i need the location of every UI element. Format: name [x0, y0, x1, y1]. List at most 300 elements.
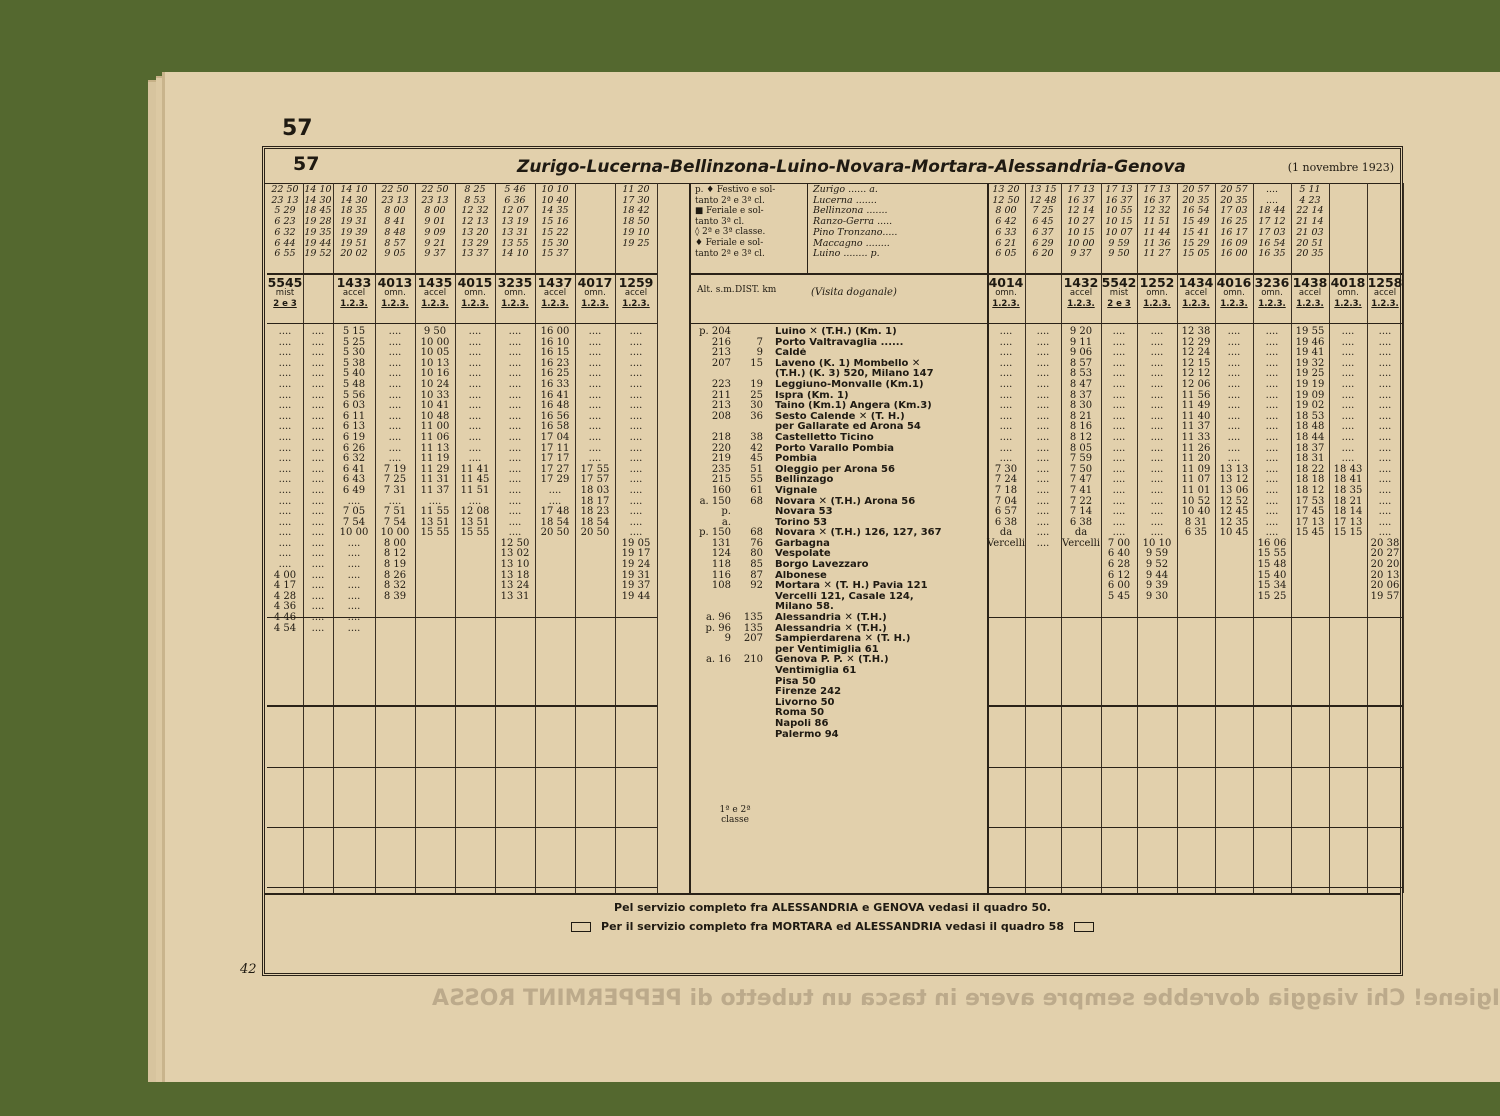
train-cls: 1.2.3.	[1182, 299, 1210, 309]
train-cls: 1.2.3.	[541, 299, 569, 309]
train-num: 4018	[1330, 275, 1366, 290]
train-cls: 1.2.3.	[501, 299, 529, 309]
left-train-column	[615, 183, 658, 893]
train-kind: omn.	[1261, 288, 1283, 298]
dist-header: DIST. km	[735, 285, 777, 295]
station-km: 68	[750, 527, 763, 539]
station-row	[691, 412, 987, 423]
station-row	[691, 391, 987, 402]
station-km: 30	[750, 400, 763, 412]
station-name: Pombia	[775, 454, 817, 465]
station-row	[691, 645, 987, 656]
connection-times: 20 57 20 35 17 03 16 25 16 17 16 09 16 00	[1220, 184, 1248, 260]
station-name: Alessandria ✕ (T.H.)	[775, 613, 887, 624]
visit-header: (Visita doganale)	[811, 287, 897, 298]
station-row	[691, 624, 987, 635]
station-name: Alessandria ✕ (T.H.)	[775, 623, 887, 634]
station-row	[691, 422, 987, 433]
station-row	[691, 677, 987, 688]
station-km: 25	[750, 389, 763, 401]
station-km: 61	[750, 484, 763, 496]
train-cls: 1.2.3.	[622, 299, 650, 309]
connection-times: .... .... 18 44 17 12 17 03 16 54 16 35	[1258, 184, 1286, 260]
station-row	[691, 486, 987, 497]
train-header	[375, 277, 415, 323]
station-name: Oleggio per Arona 56	[775, 464, 895, 475]
train-times: .... .... .... .... .... .... .... .... .... .... .... .... .... .... .... .... .... .... .... .... 16 06 15 55 15 48 15 40 15 34 15 25	[1257, 326, 1287, 602]
connection-times: 5 11 4 23 22 14 21 14 21 03 20 51 20 35	[1296, 184, 1324, 260]
station-alt: p.	[721, 506, 731, 518]
station-alt: p. 204	[699, 326, 731, 337]
train-header	[415, 277, 455, 323]
station-name: Ispra (Km. 1)	[775, 390, 849, 401]
station-name: Porto Valtravaglia ......	[775, 337, 904, 348]
train-header	[455, 277, 495, 323]
train-kind: omn.	[1223, 288, 1245, 298]
train-times: .... .... .... .... .... .... .... .... .... .... .... .... .... 7 19 7 25 7 31 .... 7 51 7 54 10 00 8 00 8 12 8 19 8 26 8 32 8 39	[380, 326, 410, 602]
train-header	[267, 277, 303, 323]
train-header	[615, 277, 657, 323]
train-header	[1253, 277, 1291, 323]
train-num: 1438	[1292, 275, 1328, 290]
train-kind: omn.	[1146, 288, 1168, 298]
station-row	[691, 369, 987, 380]
train-cls: 1.2.3.	[340, 299, 368, 309]
right-train-column	[1291, 183, 1330, 893]
connection-times: 5 46 6 36 12 07 13 19 13 31 13 55 14 10	[501, 184, 529, 260]
station-alt: a. 16	[705, 654, 731, 666]
train-num: 4015	[457, 275, 493, 290]
station-km: 85	[750, 559, 763, 571]
train-num: 4017	[577, 275, 613, 290]
legend-line: p. ♦ Festivo e sol-	[695, 185, 776, 195]
connection-times	[575, 185, 615, 271]
right-train-column	[1137, 183, 1178, 893]
station-name: Pisa 50	[775, 676, 816, 687]
top-station: Maccagno ........	[813, 237, 890, 249]
train-header	[303, 277, 333, 323]
train-cls: 1.2.3.	[421, 299, 449, 309]
train-header	[1177, 277, 1215, 323]
station-name: Milano 58.	[775, 602, 834, 613]
station-name: Vespolate	[775, 549, 831, 560]
train-num: 1259	[618, 275, 654, 290]
connection-times: 20 57 20 35 16 54 15 49 15 41 15 29 15 05	[1182, 184, 1210, 260]
station-row	[691, 338, 987, 349]
station-header	[691, 277, 987, 323]
train-kind: accel	[1184, 288, 1208, 298]
station-row	[691, 401, 987, 412]
station-row	[691, 539, 987, 550]
station-km: 135	[743, 622, 763, 634]
station-km: 76	[750, 537, 763, 549]
station-alt: 215	[711, 474, 731, 486]
station-name: per Gallarate ed Arona 54	[775, 422, 921, 433]
train-cls: 1.2.3.	[1220, 299, 1248, 309]
train-num: 5545	[267, 275, 303, 290]
station-row	[691, 602, 987, 613]
left-train-column	[455, 183, 496, 893]
train-kind: omn.	[584, 288, 606, 298]
connection-times: 17 13 16 37 10 55 10 15 10 07 9 59 9 50	[1105, 184, 1133, 260]
train-num: 4016	[1216, 275, 1252, 290]
station-km: 9	[756, 347, 763, 359]
train-kind: omn.	[384, 288, 406, 298]
station-row	[691, 359, 987, 370]
station-alt: a. 96	[705, 612, 731, 624]
station-row	[691, 666, 987, 677]
station-name: Bellinzago	[775, 475, 834, 486]
right-train-column	[1253, 183, 1292, 893]
station-alt: 213	[711, 347, 731, 359]
station-name: Ventimiglia 61	[775, 666, 857, 676]
station-name: Leggiuno-Monvalle (Km.1)	[775, 379, 924, 390]
station-name: Firenze 242	[775, 687, 842, 698]
train-cls: 2 e 3	[1107, 299, 1131, 309]
station-row	[691, 655, 987, 666]
station-row	[691, 592, 987, 603]
train-num: 3235	[497, 275, 533, 290]
station-alt: 124	[711, 548, 731, 560]
connection-times: 11 20 17 30 18 42 18 50 19 10 19 25	[622, 184, 650, 249]
top-stations	[813, 185, 981, 260]
station-row	[691, 698, 987, 709]
footer-notes	[265, 893, 1400, 971]
train-kind: mist	[1109, 288, 1129, 298]
top-station: Pino Tronzano.....	[813, 226, 898, 238]
station-row	[691, 549, 987, 560]
train-kind: accel	[342, 288, 366, 298]
right-train-column	[1101, 183, 1138, 893]
station-row	[691, 380, 987, 391]
station-name: Sampierdarena ✕ (T. H.)	[775, 634, 911, 645]
top-station: Zurigo ...... a.	[813, 184, 878, 195]
train-times: .... .... .... .... .... .... .... .... .... .... .... .... .... .... .... .... .... .... .... .... 12 50 13 02 13 10 13 18 13 24 13 31	[500, 326, 530, 602]
train-cls: 1.2.3.	[1296, 299, 1324, 309]
train-times: .... .... .... .... .... .... .... .... .... .... .... .... .... .... .... .... .... .... .... .... ....	[1036, 326, 1050, 549]
top-station: Ranzo-Gerra .....	[813, 216, 893, 228]
station-row	[691, 475, 987, 486]
station-name: Livorno 50	[775, 697, 835, 708]
train-num: 4013	[377, 275, 413, 290]
right-train-column	[1061, 183, 1102, 893]
train-kind: accel	[624, 288, 648, 298]
page-number: 57	[282, 116, 313, 141]
station-alt: 160	[711, 484, 731, 496]
train-times: .... .... .... .... .... .... .... .... .... .... .... .... .... 7 30 7 24 7 18 7 04 6 57 6 38 da Vercelli	[987, 326, 1026, 549]
station-alt: 223	[711, 378, 731, 390]
train-cls: 1.2.3.	[1371, 299, 1399, 309]
station-row	[691, 444, 987, 455]
connection-times: 14 10 14 30 18 45 19 28 19 35 19 44 19 52	[304, 184, 332, 260]
connection-times: 13 15 12 48 7 25 6 45 6 37 6 29 6 20	[1029, 184, 1057, 260]
connection-times: 10 10 10 40 14 35 15 16 15 22 15 30 15 37	[541, 184, 569, 260]
station-row	[691, 518, 987, 529]
station-name: Taino (Km.1) Angera (Km.3)	[775, 401, 932, 412]
table-title: Zurigo-Lucerna-Bellinzona-Luino-Novara-Mortara-Alessandria-Genova	[517, 157, 1186, 177]
train-cls: 1.2.3.	[1143, 299, 1171, 309]
connection-times: 13 20 12 50 8 00 6 42 6 33 6 21 6 05	[992, 184, 1020, 260]
station-alt: a. 150	[699, 495, 731, 507]
top-station: Luino ........ p.	[813, 248, 880, 260]
station-alt: 220	[711, 442, 731, 454]
train-num: 1437	[537, 275, 573, 290]
station-column	[689, 183, 989, 893]
station-km: 68	[750, 495, 763, 507]
right-train-column	[1177, 183, 1216, 893]
train-num: 4014	[988, 275, 1024, 290]
station-name: Garbagna	[775, 538, 830, 549]
station-alt: 211	[711, 389, 731, 401]
station-name: Novara ✕ (T.H.) 126, 127, 367	[775, 528, 942, 539]
station-alt: 235	[711, 463, 731, 475]
station-km: 87	[750, 569, 763, 581]
train-num: 3236	[1254, 275, 1290, 290]
train-num: 1433	[336, 275, 372, 290]
legend	[695, 185, 791, 259]
station-row	[691, 327, 987, 338]
connection-times: 17 13 16 37 12 14 10 27 10 15 10 00 9 37	[1067, 184, 1095, 260]
station-km: 42	[750, 442, 763, 454]
train-kind: omn.	[464, 288, 486, 298]
station-km: 19	[750, 378, 763, 390]
train-header	[987, 277, 1025, 323]
timetable-frame	[262, 146, 1403, 976]
train-cls: 1.2.3.	[581, 299, 609, 309]
station-list	[691, 327, 987, 740]
connection-times: 8 25 8 53 12 32 12 13 13 20 13 29 13 37	[461, 184, 489, 260]
class-note: 1ª e 2ª classe	[719, 805, 751, 825]
train-times: 12 38 12 29 12 24 12 15 12 12 12 06 11 56 11 49 11 40 11 37 11 33 11 26 11 20 11 09 11 07 11 01 10 52 10 40 8 31 6 35	[1181, 326, 1211, 539]
connection-times: 17 13 16 37 12 32 11 51 11 44 11 36 11 27	[1143, 184, 1171, 260]
station-name: Genova P. P. ✕ (T.H.)	[775, 655, 889, 666]
train-header	[495, 277, 535, 323]
station-name: (T.H.) (K. 3) 520, Milano 147	[775, 369, 934, 380]
station-name: Borgo Lavezzaro	[775, 560, 869, 571]
train-header	[1329, 277, 1367, 323]
station-km: 210	[743, 654, 763, 666]
left-train-column	[575, 183, 616, 893]
train-cls: 1.2.3.	[461, 299, 489, 309]
station-name: Castelletto Ticino	[775, 432, 874, 443]
station-row	[691, 528, 987, 539]
station-km: 51	[750, 463, 763, 475]
train-header	[575, 277, 615, 323]
train-times: .... .... .... .... .... .... .... .... .... .... .... .... .... 18 43 18 41 18 35 18 21 18 14 17 13 15 15	[1333, 326, 1363, 539]
station-alt: 208	[711, 410, 731, 422]
station-alt: 207	[711, 357, 731, 369]
train-header	[1061, 277, 1101, 323]
station-name: Roma 50	[775, 708, 825, 719]
train-cls: 1.2.3.	[992, 299, 1020, 309]
station-alt: 108	[711, 580, 731, 592]
station-km: 135	[743, 612, 763, 624]
train-num: 1434	[1178, 275, 1214, 290]
station-row	[691, 560, 987, 571]
legend-line: ■ Feriale e sol-	[695, 206, 764, 217]
train-kind: accel	[543, 288, 567, 298]
train-times: 5 15 5 25 5 30 5 38 5 40 5 48 5 56 6 03 6 11 6 13 6 19 6 26 6 32 6 41 6 43 6 49 .... 7 05 7 54 10 00 .... .... .... .... .... .... .... .... ....	[339, 326, 369, 634]
train-times: .... .... .... .... .... .... .... .... .... .... .... .... .... .... .... .... .... .... .... .... .... .... .... .... .... .... .... .... ....	[311, 326, 325, 634]
station-row	[691, 719, 987, 730]
connection-times	[1367, 185, 1403, 271]
train-cls: 1.2.3.	[1334, 299, 1362, 309]
left-train-column	[375, 183, 416, 893]
train-header	[1291, 277, 1329, 323]
station-row	[691, 465, 987, 476]
train-header	[535, 277, 575, 323]
train-header	[333, 277, 375, 323]
connection-times: 22 50 23 13 8 00 9 01 9 09 9 21 9 37	[421, 184, 449, 260]
left-train-column	[495, 183, 536, 893]
train-cls: 1.2.3.	[1258, 299, 1286, 309]
station-km: 38	[750, 431, 763, 443]
bleed-through-text: Igiene! Chi viaggia dovrebbe sempre avere in tasca un tubetto di PEPPERMINT ROSSA	[432, 986, 1500, 1011]
table-date: (1 novembre 1923)	[1287, 161, 1394, 174]
connection-times: 22 50 23 13 8 00 8 41 8 48 8 57 9 05	[381, 184, 409, 260]
station-name: Torino 53	[775, 517, 828, 528]
station-row	[691, 687, 987, 698]
station-km: 92	[750, 580, 763, 592]
right-train-column	[1025, 183, 1062, 893]
station-name: per Ventimiglia 61	[775, 644, 879, 655]
train-kind: accel	[1298, 288, 1322, 298]
station-km: 45	[750, 453, 763, 465]
station-km: 80	[750, 548, 763, 560]
station-km: 207	[743, 633, 763, 645]
train-times: 9 50 10 00 10 05 10 13 10 16 10 24 10 33 10 41 10 48 11 00 11 06 11 13 11 19 11 29 11 31 11 37 .... 11 55 13 51 15 55	[420, 326, 450, 539]
legend-line: tanto 2ª e 3ª cl.	[695, 248, 765, 259]
train-cls: 1.2.3.	[381, 299, 409, 309]
train-times: .... .... .... .... .... .... .... .... .... .... .... .... .... 17 55 17 57 18 03 18 17 18 23 18 54 20 50	[580, 326, 610, 539]
train-kind: accel	[1069, 288, 1093, 298]
connection-times: 22 50 23 13 5 29 6 23 6 32 6 44 6 55	[271, 184, 299, 260]
top-station: Lucerna .......	[813, 194, 877, 206]
station-name: Caldè	[775, 348, 807, 359]
station-row	[691, 433, 987, 444]
top-station: Bellinzona .......	[813, 205, 888, 217]
station-name: Luino ✕ (T.H.) (Km. 1)	[775, 327, 897, 337]
station-alt: 9	[724, 633, 731, 645]
train-times: .... .... .... .... .... .... .... .... .... .... .... .... .... .... .... .... .... .... .... .... 20 38 20 27 20 20 20 13 20 06 19 57	[1370, 326, 1400, 602]
station-name: Mortara ✕ (T. H.) Pavia 121	[775, 581, 928, 592]
train-header	[1137, 277, 1177, 323]
station-row	[691, 581, 987, 592]
train-kind: accel	[423, 288, 447, 298]
station-alt: 219	[711, 453, 731, 465]
right-train-column	[1367, 183, 1404, 893]
train-num: 5542	[1101, 275, 1137, 290]
legend-line: tanto 3ª cl.	[695, 216, 745, 227]
right-train-column	[987, 183, 1026, 893]
train-header	[1101, 277, 1137, 323]
left-train-column	[333, 183, 376, 893]
station-row	[691, 348, 987, 359]
station-row	[691, 507, 987, 518]
train-times: .... .... .... .... .... .... .... .... .... .... .... .... .... .... .... .... .... .... .... .... 10 10 9 59 9 52 9 44 9 39 9 30	[1142, 326, 1172, 602]
right-train-column	[1215, 183, 1254, 893]
alt-header: Alt. s.m.	[697, 285, 735, 295]
train-cls: 1.2.3.	[1067, 299, 1095, 309]
station-name: Porto Varallo Pombia	[775, 443, 895, 454]
train-times: .... .... .... .... .... .... .... .... .... .... .... .... .... .... .... .... .... .... .... .... 19 05 19 17 19 24 19 31 19 37 19 44	[621, 326, 651, 602]
note-mortara-alessandria: Per il servizio completo fra MORTARA ed ALESSANDRIA vedasi il quadro 58	[265, 920, 1400, 933]
right-train-column	[1329, 183, 1368, 893]
station-row	[691, 634, 987, 645]
train-times: .... .... .... .... .... .... .... .... .... .... .... .... .... 11 41 11 45 11 51 .... 12 08 13 51 15 55	[460, 326, 490, 539]
station-row	[691, 730, 987, 741]
station-km: 7	[756, 336, 763, 348]
station-alt: 216	[711, 336, 731, 348]
legend-line: tanto 2ª e 3ª cl.	[695, 195, 765, 206]
left-train-column	[267, 183, 304, 893]
hand-pointer-icon	[1074, 922, 1094, 932]
station-row	[691, 497, 987, 508]
station-name: Albonese	[775, 570, 827, 581]
station-alt: p. 96	[705, 622, 731, 634]
station-alt: 131	[711, 537, 731, 549]
station-alt: p. 150	[699, 527, 731, 539]
train-times: .... .... .... .... .... .... .... .... .... .... .... .... .... .... .... .... .... .... .... .... 7 00 6 40 6 28 6 12 6 00 5 45	[1107, 326, 1131, 602]
station-name: Palermo 94	[775, 729, 839, 740]
left-train-column	[535, 183, 576, 893]
train-times: 9 20 9 11 9 06 8 57 8 53 8 47 8 37 8 30 8 21 8 16 8 12 8 05 7 59 7 50 7 47 7 41 7 22 7 14 6 38 da Vercelli	[1061, 326, 1101, 549]
station-name: Laveno (K. 1) Mombello ✕	[775, 358, 921, 369]
legend-line: ◊ 2ª e 3ª classe.	[695, 227, 766, 238]
hand-pointer-icon	[571, 922, 591, 932]
station-name: Vignale	[775, 485, 818, 496]
train-kind: accel	[1373, 288, 1397, 298]
station-name: Napoli 86	[775, 718, 829, 729]
station-row	[691, 708, 987, 719]
train-num: 1435	[417, 275, 453, 290]
connection-times	[1329, 185, 1367, 271]
station-alt: a.	[721, 516, 731, 528]
station-alt: 118	[711, 559, 731, 571]
note-alessandria-genova: Pel servizio completo fra ALESSANDRIA e GENOVA vedasi il quadro 50.	[614, 901, 1051, 914]
train-times: 16 00 16 10 16 15 16 23 16 25 16 33 16 41 16 48 16 56 16 58 17 04 17 11 17 17 17 27 17 29 .... .... 17 48 18 54 20 50	[540, 326, 570, 539]
train-times: .... .... .... .... .... .... .... .... .... .... .... .... .... 13 13 13 12 13 06 12 52 12 45 12 35 10 45	[1219, 326, 1249, 539]
station-alt: 213	[711, 400, 731, 412]
station-km: 55	[750, 474, 763, 486]
train-num: 1258	[1367, 275, 1403, 290]
station-row	[691, 454, 987, 465]
timetable-header	[265, 149, 1400, 184]
train-header	[1367, 277, 1403, 323]
train-header	[1215, 277, 1253, 323]
train-times: .... .... .... .... .... .... .... .... .... .... .... .... .... .... .... .... .... .... .... .... .... .... .... 4 00 4 17 4 28 4 36 4 46 4 54	[273, 326, 297, 634]
train-kind: omn.	[504, 288, 526, 298]
station-row	[691, 613, 987, 624]
left-train-column	[303, 183, 334, 893]
left-train-column	[415, 183, 456, 893]
station-km: 36	[750, 410, 763, 422]
station-name: Novara ✕ (T.H.) Arona 56	[775, 496, 916, 507]
station-name: Novara 53	[775, 507, 833, 518]
station-km: 15	[750, 357, 763, 369]
station-name: Vercelli 121, Casale 124,	[775, 591, 914, 602]
side-number: 42	[240, 962, 257, 977]
station-alt: 116	[711, 569, 731, 581]
train-cls: 2 e 3	[273, 299, 297, 309]
train-num: 1432	[1063, 275, 1099, 290]
train-kind: omn.	[995, 288, 1017, 298]
table-number: 57	[293, 153, 320, 175]
station-row	[691, 571, 987, 582]
train-num: 1252	[1139, 275, 1175, 290]
train-kind: omn.	[1337, 288, 1359, 298]
train-header	[1025, 277, 1061, 323]
